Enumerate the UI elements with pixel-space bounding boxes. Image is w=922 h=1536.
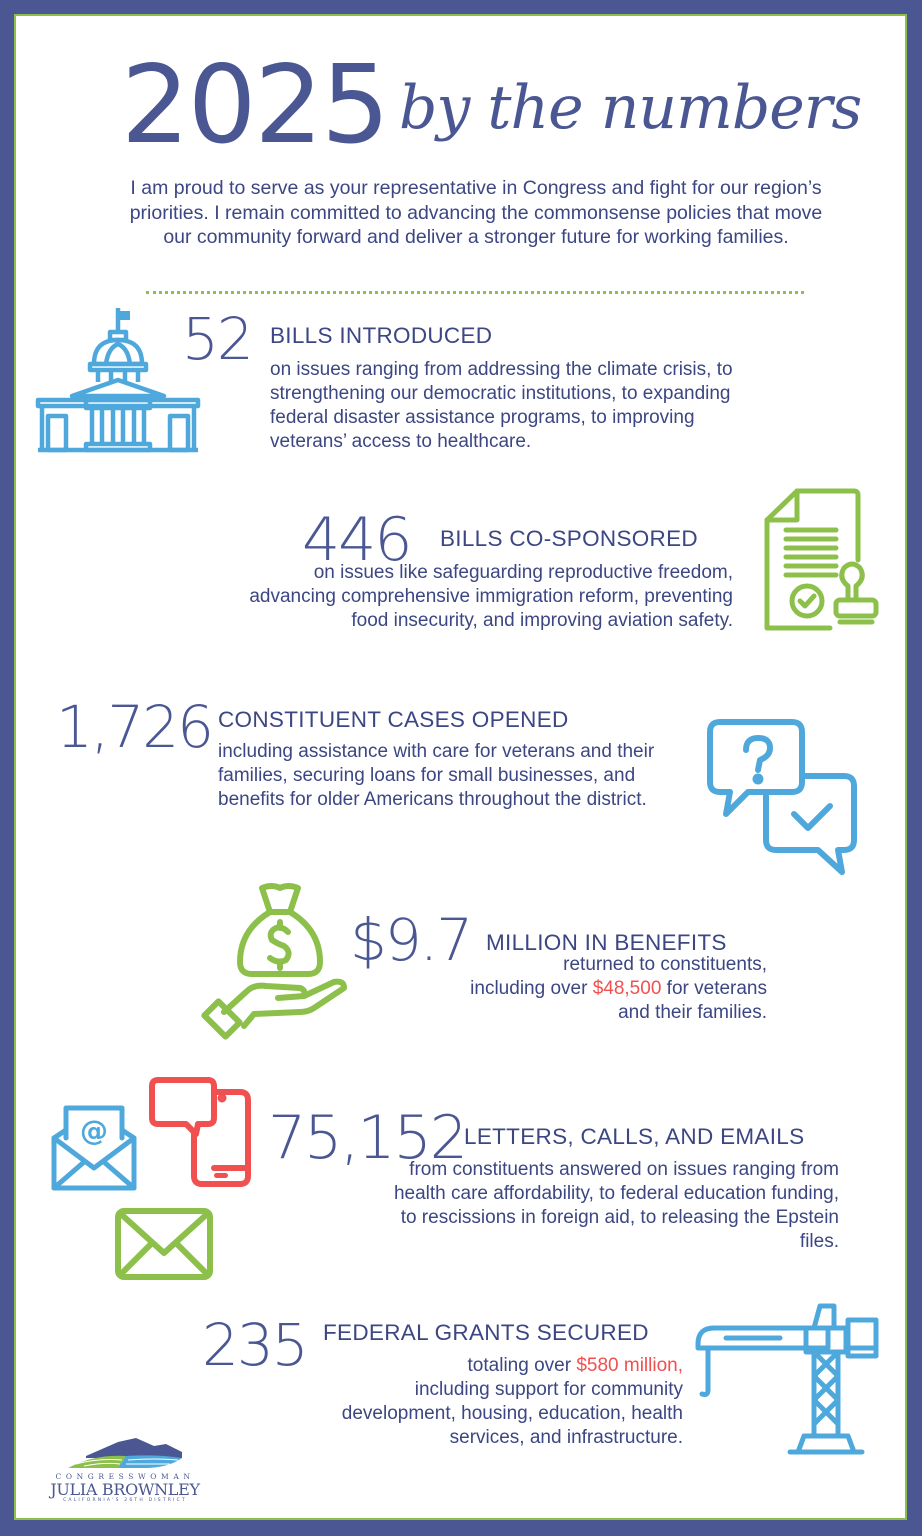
stat-body-benefits [376,953,767,1025]
phone-chat-icon [148,1076,252,1188]
stat-number-bills-cosponsored: 446 [302,505,411,575]
stat-number-bills-introduced: 52 [182,305,252,373]
benefits-line-2-pre: including over [470,978,593,999]
stat-heading-benefits: MILLION IN BENEFITS [486,930,727,955]
benefits-line-1: returned to constituents, [563,954,767,975]
dotted-divider [146,291,804,294]
stat-body-bills-introduced: on issues ranging from addressing the climate crisis, to strengthening our democratic institutions, to expanding federal disaster assistance programs, to improving veterans’ access to healthcare. [270,359,733,452]
tower-crane-icon [696,1304,882,1454]
chat-bubbles-question-check-icon [704,716,864,876]
title-year: 2025 [121,43,388,168]
open-envelope-at-icon [50,1104,140,1194]
benefits-veterans-amount: $48,500 [592,978,662,999]
stat-number-grants: 235 [202,1311,307,1379]
stat-body-bills-cosponsored: on issues like safeguarding reproductive freedom, advancing comprehensive immigration reform, preventing food insecurity, and improving aviation safety. [249,562,733,631]
stat-number-correspondence: 75,152 [268,1103,466,1173]
stat-number-constituent-cases: 1,726 [56,693,213,761]
grants-rest: including support for community development, housing, education, health services, and infrastructure. [341,1379,683,1448]
stat-number-benefits: $9.7 [350,906,472,974]
stat-heading-constituent-cases: CONSTITUENT CASES OPENED [218,707,569,732]
stat-heading-bills-cosponsored: BILLS CO-SPONSORED [440,526,698,551]
title-script: by the numbers [399,73,862,143]
capitol-building-icon [38,308,198,454]
logo-congresswoman: CONGRESSWOMAN [55,1472,195,1481]
benefits-line-3: and their families. [618,1002,767,1023]
stat-body-constituent-cases: including assistance with care for veterans and their families, securing loans for small businesses, and benefits for older Americans throughout the district. [218,741,655,810]
document-stamp-icon [764,488,882,632]
envelope-icon [114,1207,214,1281]
stat-body-grants [296,1354,683,1450]
infographic-page [16,16,905,1518]
grants-line-1 [296,1354,683,1378]
intro-paragraph: I am proud to serve as your representative in Congress and fight for our region’s priorities. I remain committed to advancing the commonsense policies that move our community forward and deliver a stronger future for working families. [129,177,823,248]
svg-text:@: @ [80,1114,108,1147]
stat-heading-bills-introduced: BILLS INTRODUCED [270,323,493,348]
stat-body-correspondence: from constituents answered on issues ranging from health care affordability, to federal education funding, to rescissions in foreign aid, to releasing the Epstein files. [393,1159,839,1252]
money-bag-hand-icon [210,884,350,1034]
logo-district: CALIFORNIA'S 26TH DISTRICT [63,1498,187,1503]
stat-heading-grants: FEDERAL GRANTS SECURED [323,1320,649,1345]
benefits-line-2-post: for veterans [661,978,767,999]
logo-name: JULIA BROWNLEY [50,1480,200,1499]
grants-line-1-pre: totaling over [467,1355,577,1376]
benefits-line-2 [376,977,767,1001]
grants-total-amount: $580 million, [576,1355,683,1376]
stat-heading-correspondence: LETTERS, CALLS, AND EMAILS [464,1124,805,1149]
brownley-logo-mountains-icon [64,1434,182,1470]
